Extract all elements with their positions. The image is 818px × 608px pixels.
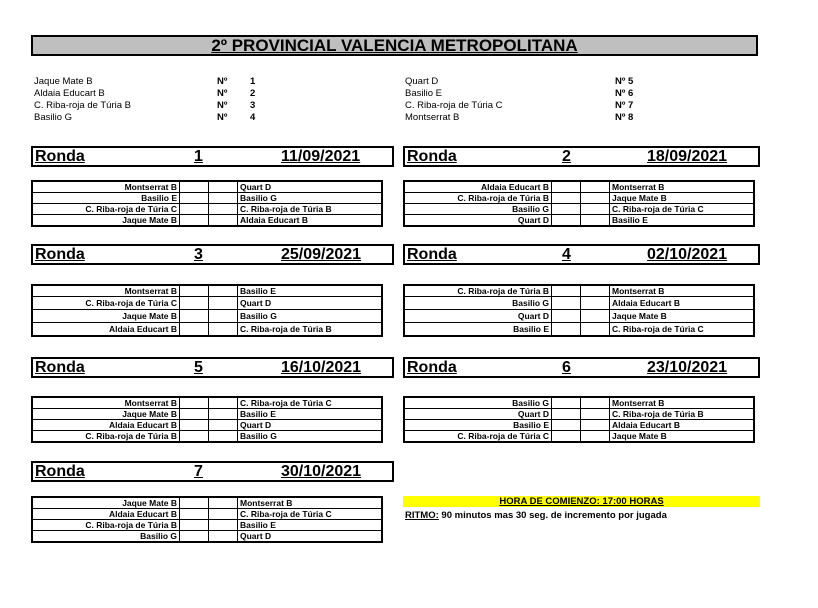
round-label: Ronda bbox=[35, 246, 85, 263]
away-team: Aldaia Educart B bbox=[238, 215, 383, 227]
away-team: C. Riba-roja de Túria B bbox=[238, 204, 383, 215]
away-team: Montserrat B bbox=[610, 285, 755, 297]
table-row bbox=[404, 181, 754, 193]
score-cell bbox=[180, 323, 209, 337]
team-row bbox=[405, 76, 665, 88]
score-cell bbox=[552, 193, 581, 204]
table-row bbox=[32, 310, 382, 323]
table-row bbox=[32, 509, 382, 520]
score-cell bbox=[180, 509, 209, 520]
team-number: Nº 7 bbox=[615, 100, 634, 111]
round-date: 16/10/2021 bbox=[281, 359, 362, 376]
round-header-5 bbox=[31, 357, 394, 378]
score-cell bbox=[180, 193, 209, 204]
table-row bbox=[32, 193, 382, 204]
team-number: Nº 5 bbox=[615, 76, 634, 87]
round-number: 4 bbox=[562, 246, 571, 263]
home-team: Jaque Mate B bbox=[32, 215, 180, 227]
table-row bbox=[32, 497, 382, 509]
team-name: Jaque Mate B bbox=[34, 76, 93, 87]
team-name: Basilio G bbox=[34, 112, 73, 123]
score-cell bbox=[552, 323, 581, 337]
home-team: Basilio G bbox=[32, 531, 180, 543]
away-team: C. Riba-roja de Túria C bbox=[610, 204, 755, 215]
team-no-label: Nº bbox=[217, 88, 228, 99]
home-team: Aldaia Educart B bbox=[32, 323, 180, 337]
score-cell bbox=[209, 204, 238, 215]
round-header-3 bbox=[31, 244, 394, 265]
score-cell bbox=[581, 409, 610, 420]
team-no-label: Nº bbox=[217, 100, 228, 111]
table-row bbox=[404, 297, 754, 310]
round-4-pairings bbox=[403, 284, 755, 337]
score-cell bbox=[209, 215, 238, 227]
score-cell bbox=[180, 409, 209, 420]
table-row bbox=[32, 204, 382, 215]
score-cell bbox=[552, 204, 581, 215]
away-team: Basilio E bbox=[238, 285, 383, 297]
score-cell bbox=[209, 431, 238, 443]
round-5-pairings bbox=[31, 396, 383, 443]
away-team: Basilio E bbox=[238, 520, 383, 531]
table-row bbox=[404, 431, 754, 443]
score-cell bbox=[180, 397, 209, 409]
table-row bbox=[404, 204, 754, 215]
score-cell bbox=[209, 409, 238, 420]
start-time-banner bbox=[403, 496, 760, 507]
home-team: Basilio G bbox=[404, 204, 552, 215]
score-cell bbox=[180, 520, 209, 531]
round-date: 25/09/2021 bbox=[281, 246, 362, 263]
home-team: Quart D bbox=[404, 409, 552, 420]
table-row bbox=[32, 323, 382, 337]
away-team: Aldaia Educart B bbox=[610, 297, 755, 310]
away-team: Montserrat B bbox=[238, 497, 383, 509]
table-row bbox=[32, 297, 382, 310]
team-name: C. Riba-roja de Túria C bbox=[405, 100, 503, 111]
home-team: Quart D bbox=[404, 215, 552, 227]
score-cell bbox=[581, 285, 610, 297]
home-team: Jaque Mate B bbox=[32, 409, 180, 420]
home-team: C. Riba-roja de Túria B bbox=[32, 431, 180, 443]
home-team: Montserrat B bbox=[32, 181, 180, 193]
round-header-1 bbox=[31, 146, 394, 167]
round-label: Ronda bbox=[407, 246, 457, 263]
score-cell bbox=[581, 204, 610, 215]
score-cell bbox=[180, 497, 209, 509]
score-cell bbox=[180, 297, 209, 310]
home-team: Quart D bbox=[404, 310, 552, 323]
away-team: Quart D bbox=[238, 420, 383, 431]
round-number: 1 bbox=[194, 148, 203, 165]
table-row bbox=[32, 215, 382, 227]
round-number: 7 bbox=[194, 463, 203, 480]
round-number: 2 bbox=[562, 148, 571, 165]
score-cell bbox=[552, 409, 581, 420]
home-team: Aldaia Educart B bbox=[32, 420, 180, 431]
score-cell bbox=[552, 420, 581, 431]
round-label: Ronda bbox=[35, 359, 85, 376]
score-cell bbox=[180, 531, 209, 543]
table-row bbox=[32, 531, 382, 543]
home-team: C. Riba-roja de Túria B bbox=[32, 520, 180, 531]
table-row bbox=[404, 420, 754, 431]
round-date: 30/10/2021 bbox=[281, 463, 362, 480]
home-team: Basilio G bbox=[404, 397, 552, 409]
round-date: 23/10/2021 bbox=[647, 359, 728, 376]
team-row bbox=[405, 100, 665, 112]
score-cell bbox=[180, 181, 209, 193]
table-row bbox=[404, 193, 754, 204]
score-cell bbox=[180, 310, 209, 323]
away-team: C. Riba-roja de Túria C bbox=[238, 397, 383, 409]
score-cell bbox=[552, 285, 581, 297]
away-team: C. Riba-roja de Túria C bbox=[238, 509, 383, 520]
team-row bbox=[34, 100, 256, 112]
score-cell bbox=[180, 285, 209, 297]
team-number: 1 bbox=[250, 76, 256, 87]
score-cell bbox=[581, 323, 610, 337]
table-row bbox=[404, 409, 754, 420]
round-number: 5 bbox=[194, 359, 203, 376]
score-cell bbox=[180, 420, 209, 431]
table-row bbox=[404, 323, 754, 337]
table-row bbox=[32, 285, 382, 297]
page-title: 2º PROVINCIAL VALENCIA METROPOLITANA bbox=[31, 35, 758, 56]
home-team: Basilio E bbox=[404, 420, 552, 431]
score-cell bbox=[552, 310, 581, 323]
away-team: C. Riba-roja de Túria C bbox=[610, 323, 755, 337]
team-number: 2 bbox=[250, 88, 256, 99]
score-cell bbox=[581, 181, 610, 193]
round-number: 6 bbox=[562, 359, 571, 376]
home-team: C. Riba-roja de Túria C bbox=[32, 297, 180, 310]
round-3-pairings bbox=[31, 284, 383, 337]
team-name: C. Riba-roja de Túria B bbox=[34, 100, 131, 111]
time-control bbox=[405, 510, 667, 521]
score-cell bbox=[581, 193, 610, 204]
away-team: Basilio G bbox=[238, 431, 383, 443]
round-date: 18/09/2021 bbox=[647, 148, 728, 165]
away-team: C. Riba-roja de Túria B bbox=[610, 409, 755, 420]
away-team: Jaque Mate B bbox=[610, 310, 755, 323]
team-name: Aldaia Educart B bbox=[34, 88, 105, 99]
away-team: Quart D bbox=[238, 181, 383, 193]
away-team: Quart D bbox=[238, 531, 383, 543]
home-team: Basilio E bbox=[404, 323, 552, 337]
score-cell bbox=[581, 297, 610, 310]
home-team: Jaque Mate B bbox=[32, 310, 180, 323]
away-team: Montserrat B bbox=[610, 181, 755, 193]
round-number: 3 bbox=[194, 246, 203, 263]
score-cell bbox=[552, 215, 581, 227]
round-label: Ronda bbox=[35, 463, 85, 480]
round-1-pairings bbox=[31, 180, 383, 227]
team-number: 4 bbox=[250, 112, 256, 123]
home-team: Aldaia Educart B bbox=[404, 181, 552, 193]
round-header-2 bbox=[403, 146, 760, 167]
away-team: Jaque Mate B bbox=[610, 431, 755, 443]
team-row bbox=[34, 88, 256, 100]
round-6-pairings bbox=[403, 396, 755, 443]
score-cell bbox=[209, 310, 238, 323]
team-row bbox=[405, 112, 665, 124]
round-header-7 bbox=[31, 461, 394, 482]
team-name: Quart D bbox=[405, 76, 439, 87]
score-cell bbox=[209, 420, 238, 431]
score-cell bbox=[552, 397, 581, 409]
team-number: Nº 8 bbox=[615, 112, 634, 123]
away-team: Aldaia Educart B bbox=[610, 420, 755, 431]
team-name: Montserrat B bbox=[405, 112, 460, 123]
away-team: Basilio G bbox=[238, 310, 383, 323]
team-name: Basilio E bbox=[405, 88, 442, 99]
table-row bbox=[32, 420, 382, 431]
table-row bbox=[404, 215, 754, 227]
score-cell bbox=[209, 285, 238, 297]
table-row bbox=[32, 397, 382, 409]
score-cell bbox=[209, 193, 238, 204]
away-team: C. Riba-roja de Túria B bbox=[238, 323, 383, 337]
home-team: Jaque Mate B bbox=[32, 497, 180, 509]
teams-list-right bbox=[405, 76, 665, 124]
score-cell bbox=[581, 310, 610, 323]
round-label: Ronda bbox=[35, 148, 85, 165]
score-cell bbox=[180, 204, 209, 215]
round-7-pairings bbox=[31, 496, 383, 543]
score-cell bbox=[581, 431, 610, 443]
home-team: Basilio E bbox=[32, 193, 180, 204]
score-cell bbox=[581, 215, 610, 227]
team-row bbox=[405, 88, 665, 100]
home-team: Aldaia Educart B bbox=[32, 509, 180, 520]
table-row bbox=[404, 310, 754, 323]
score-cell bbox=[209, 509, 238, 520]
time-control-text: 90 minutos mas 30 seg. de incremento por jugada bbox=[438, 510, 667, 521]
home-team: C. Riba-roja de Túria C bbox=[404, 431, 552, 443]
table-row bbox=[404, 285, 754, 297]
team-row bbox=[34, 76, 256, 88]
teams-list-left bbox=[34, 76, 256, 124]
score-cell bbox=[581, 397, 610, 409]
table-row bbox=[32, 520, 382, 531]
table-row bbox=[32, 409, 382, 420]
round-header-4 bbox=[403, 244, 760, 265]
round-2-pairings bbox=[403, 180, 755, 227]
home-team: C. Riba-roja de Túria C bbox=[32, 204, 180, 215]
round-date: 11/09/2021 bbox=[281, 148, 361, 165]
score-cell bbox=[180, 215, 209, 227]
round-label: Ronda bbox=[407, 359, 457, 376]
home-team: C. Riba-roja de Túria B bbox=[404, 285, 552, 297]
time-control-label: RITMO: bbox=[405, 510, 439, 521]
round-date: 02/10/2021 bbox=[647, 246, 728, 263]
home-team: C. Riba-roja de Túria B bbox=[404, 193, 552, 204]
team-row bbox=[34, 112, 256, 124]
score-cell bbox=[209, 181, 238, 193]
away-team: Basilio E bbox=[238, 409, 383, 420]
score-cell bbox=[180, 431, 209, 443]
score-cell bbox=[209, 323, 238, 337]
score-cell bbox=[209, 531, 238, 543]
away-team: Jaque Mate B bbox=[610, 193, 755, 204]
away-team: Quart D bbox=[238, 297, 383, 310]
home-team: Montserrat B bbox=[32, 397, 180, 409]
team-no-label: Nº bbox=[217, 112, 228, 123]
score-cell bbox=[209, 520, 238, 531]
start-time-text: HORA DE COMIENZO: 17:00 HORAS bbox=[499, 496, 664, 507]
score-cell bbox=[209, 397, 238, 409]
home-team: Montserrat B bbox=[32, 285, 180, 297]
score-cell bbox=[552, 431, 581, 443]
score-cell bbox=[552, 297, 581, 310]
home-team: Basilio G bbox=[404, 297, 552, 310]
team-no-label: Nº bbox=[217, 76, 228, 87]
away-team: Basilio G bbox=[238, 193, 383, 204]
score-cell bbox=[581, 420, 610, 431]
round-label: Ronda bbox=[407, 148, 457, 165]
score-cell bbox=[209, 497, 238, 509]
round-header-6 bbox=[403, 357, 760, 378]
table-row bbox=[32, 181, 382, 193]
away-team: Basilio E bbox=[610, 215, 755, 227]
table-row bbox=[32, 431, 382, 443]
team-number: 3 bbox=[250, 100, 256, 111]
score-cell bbox=[209, 297, 238, 310]
score-cell bbox=[552, 181, 581, 193]
table-row bbox=[404, 397, 754, 409]
team-number: Nº 6 bbox=[615, 88, 634, 99]
away-team: Montserrat B bbox=[610, 397, 755, 409]
